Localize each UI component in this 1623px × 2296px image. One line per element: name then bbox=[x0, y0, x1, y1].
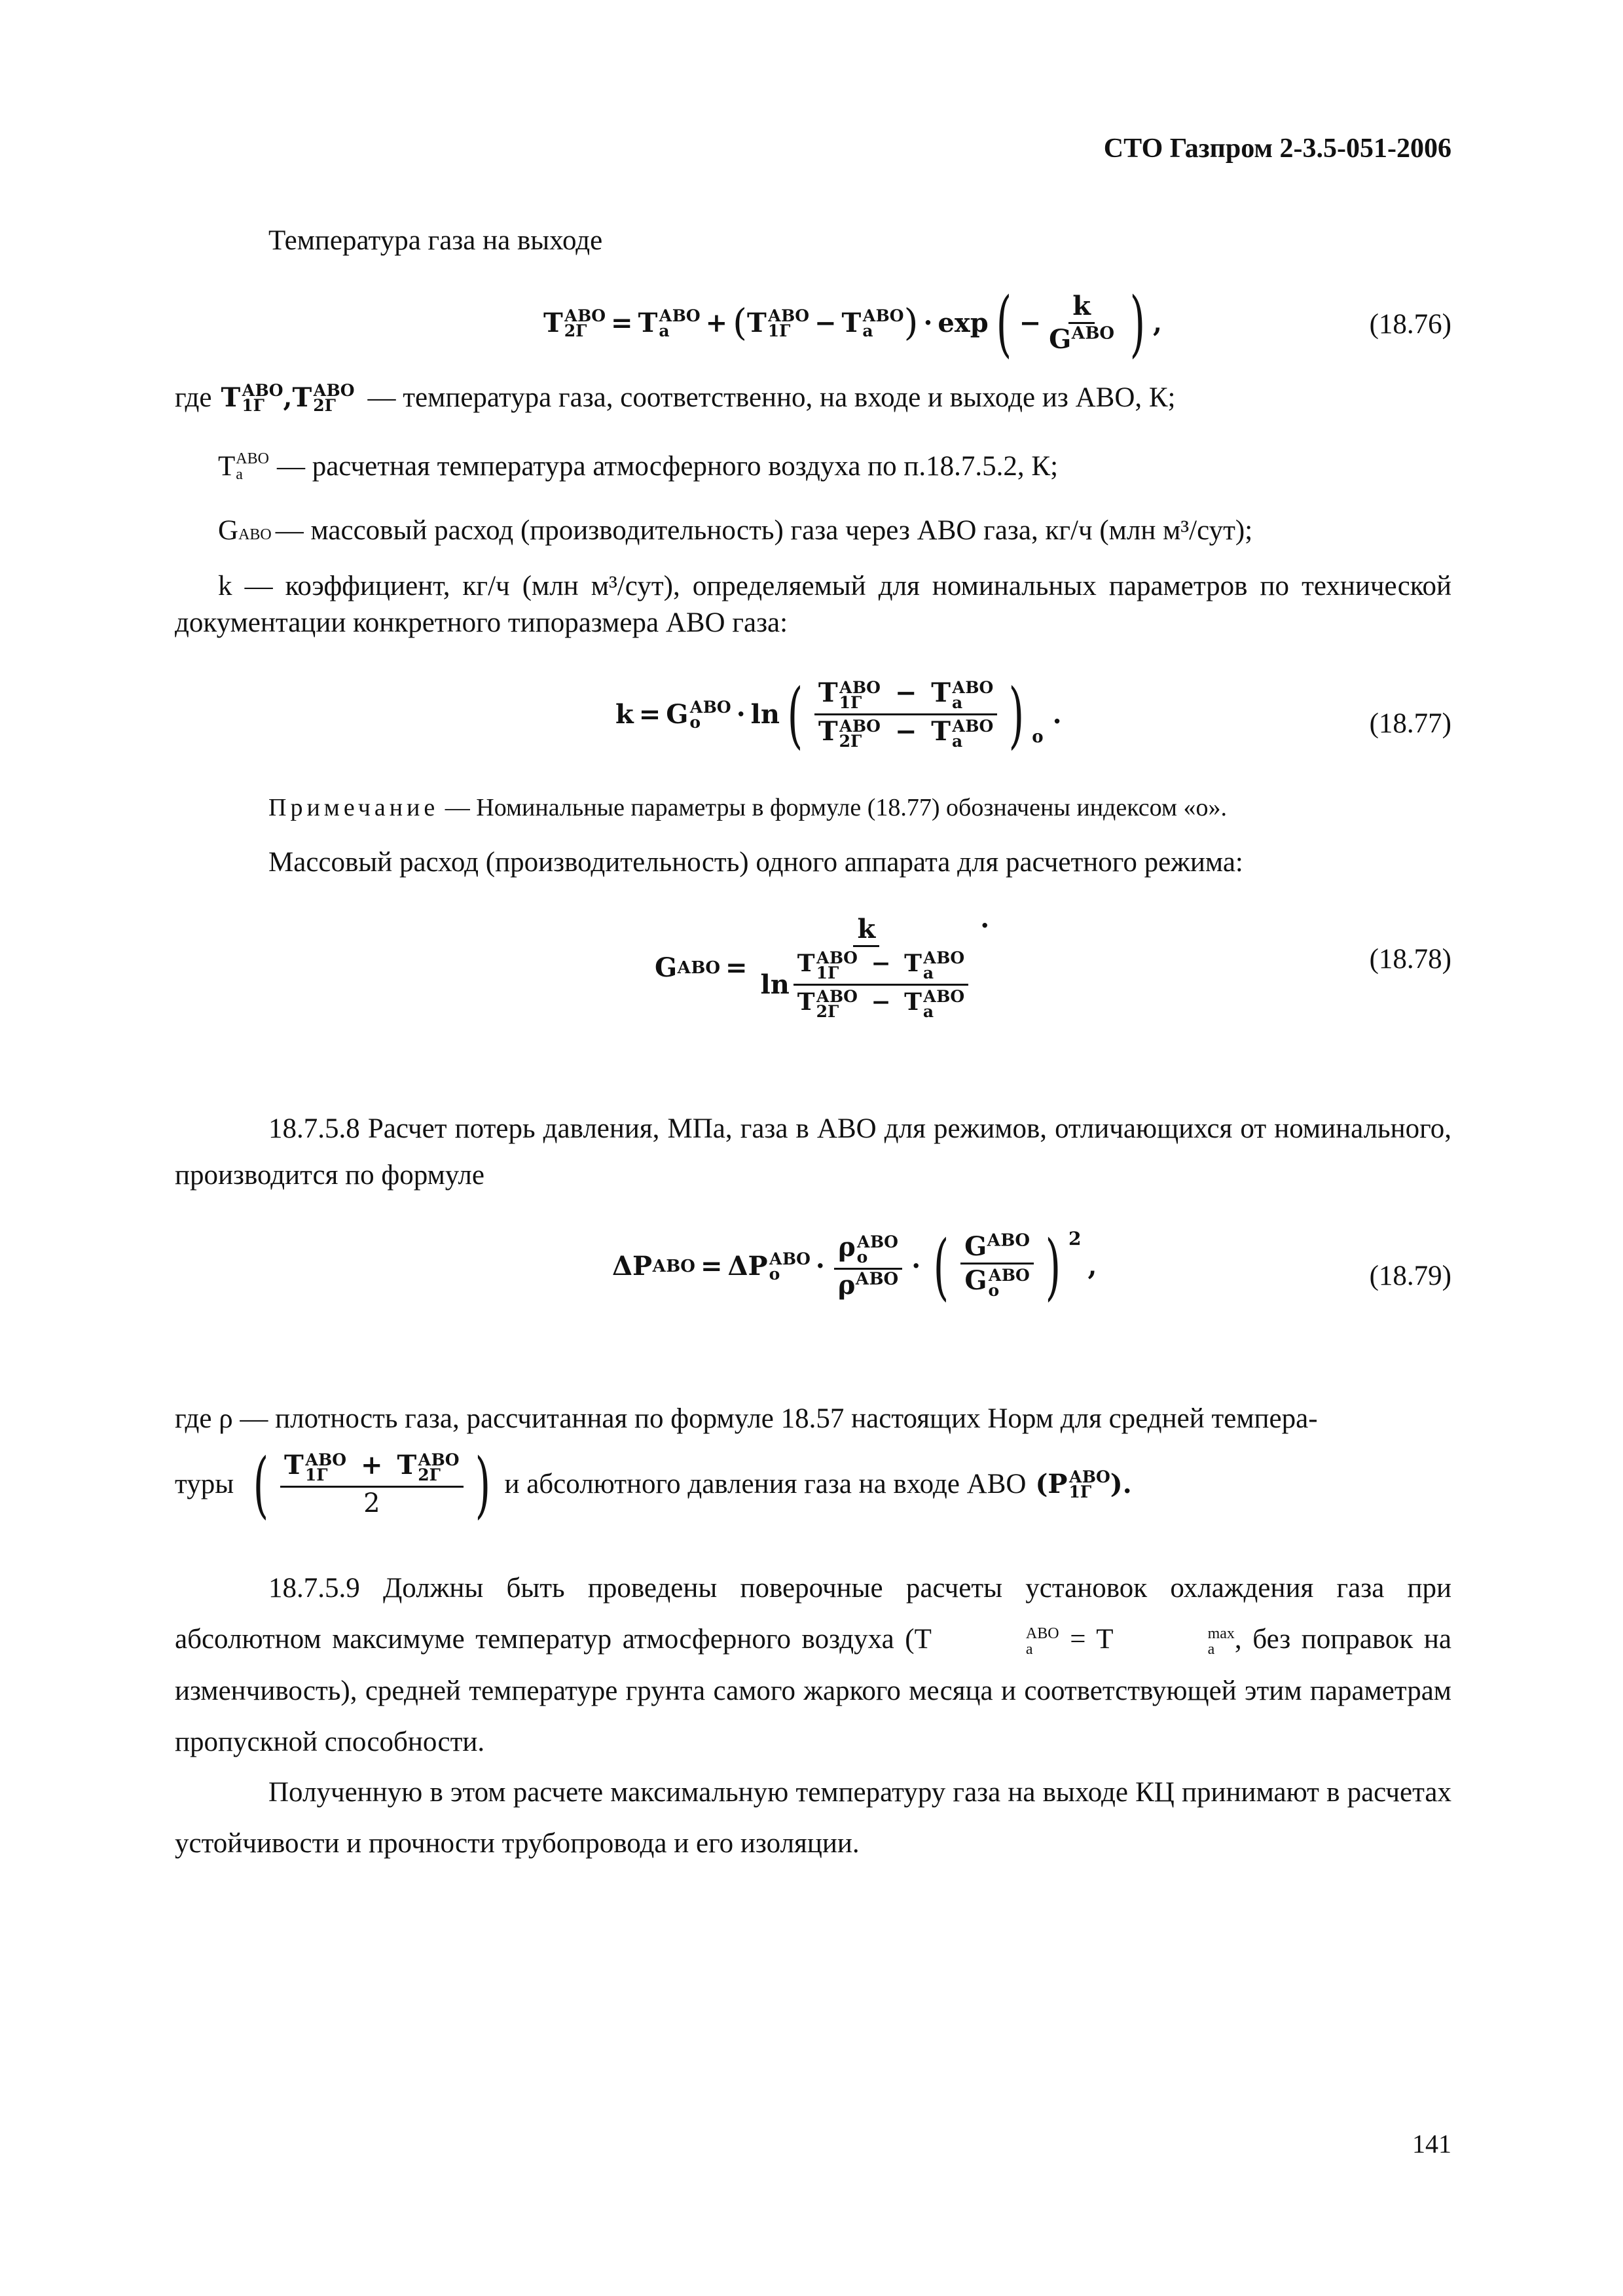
definition-k: k — коэффициент, кг/ч (млн м³/сут), определяемый для номинальных параметров по технической документации конкретного типоразмера АВО газа: bbox=[175, 571, 1451, 638]
sub-1g: 1Г bbox=[242, 395, 264, 415]
sym-g: G bbox=[964, 1265, 987, 1296]
equals-sign: = bbox=[611, 307, 633, 338]
sym-g: G bbox=[218, 515, 239, 546]
sub-o: о bbox=[689, 712, 701, 732]
sup-abo: АВО bbox=[862, 306, 904, 325]
right-paren: ) bbox=[903, 301, 919, 344]
sub-o: о bbox=[769, 1264, 780, 1283]
left-paren: ( bbox=[996, 281, 1012, 365]
dot-operator: · bbox=[736, 698, 746, 730]
sup-max: max bbox=[1207, 1625, 1235, 1643]
sym-t: T bbox=[931, 716, 951, 747]
left-paren: ( bbox=[1035, 1468, 1048, 1499]
dot-operator: · bbox=[923, 307, 933, 338]
sym-t: T bbox=[904, 988, 922, 1016]
sub-1g: 1Г bbox=[767, 321, 791, 340]
sup-abo: АВО bbox=[922, 948, 965, 967]
sub-1g: 1Г bbox=[304, 1465, 328, 1484]
sup-abo: АВО bbox=[564, 306, 606, 325]
sym-rho: ρ bbox=[838, 1232, 856, 1263]
sym-t: T bbox=[914, 1624, 932, 1655]
equals-sign: = bbox=[700, 1250, 723, 1282]
period: . bbox=[1122, 1468, 1132, 1499]
minus-sign: − bbox=[894, 716, 917, 747]
dot-operator: · bbox=[815, 1250, 825, 1282]
text-tury: туры bbox=[175, 1468, 234, 1499]
sym-t: T bbox=[931, 677, 951, 708]
note-text: — Номинальные параметры в формуле (18.77) обозначены индексом «о». bbox=[439, 794, 1227, 821]
sub-a: а bbox=[952, 732, 963, 751]
sub-a: а bbox=[1025, 1641, 1033, 1659]
sym-t: T bbox=[1096, 1624, 1114, 1655]
sup-abo: АВО bbox=[689, 697, 731, 717]
equation-number-18-78: (18.78) bbox=[1369, 944, 1451, 975]
sup-abo: АВО bbox=[988, 1266, 1030, 1285]
numerator-k: k bbox=[853, 916, 879, 947]
equation-number-18-79: (18.79) bbox=[1369, 1261, 1451, 1291]
sub-a: а bbox=[922, 1002, 934, 1021]
sup-abo: АВО bbox=[816, 948, 858, 967]
sub-a: а bbox=[952, 693, 963, 712]
sub-o: о bbox=[1032, 727, 1044, 747]
formula-18-79: ΔP АВО = ΔP АВО о · ρ АВО о $\rho^{АВО}$ · ( $G^{АВО}$ G АВО о ) 2 , bbox=[612, 1224, 1097, 1308]
sup-abo: АВО bbox=[855, 1269, 899, 1289]
sub-2g: 2Г bbox=[564, 321, 587, 340]
paragraph-final: Полученную в этом расчете максимальную температуру газа на выходе КЦ принимают в расчетах устойчивости и прочности трубопровода и его изоляции. bbox=[175, 1777, 1451, 1859]
sup-abo: АВО bbox=[769, 1249, 811, 1268]
sym-t: T bbox=[284, 1450, 304, 1480]
sub-o: о bbox=[856, 1247, 868, 1266]
sym-t: T bbox=[218, 451, 236, 482]
sym-delta-p: ΔP bbox=[727, 1250, 768, 1282]
formula-18-76 bbox=[543, 281, 1162, 365]
sub-1g: 1Г bbox=[839, 693, 862, 712]
sup-abo: АВО bbox=[839, 717, 881, 736]
sym-t: T bbox=[841, 307, 862, 338]
sym-t: T bbox=[797, 988, 815, 1016]
sub-a: а bbox=[862, 321, 873, 340]
period: . bbox=[1052, 698, 1062, 730]
denominator-2: 2 bbox=[363, 1488, 380, 1518]
sup-abo: АВО bbox=[952, 678, 994, 697]
definition-t1g-t2g bbox=[175, 380, 1176, 416]
minus-sign: − bbox=[814, 307, 837, 338]
sup-abo: АВО bbox=[1025, 1625, 1059, 1643]
text-absolute-pressure: и абсолютного давления газа на входе АВО bbox=[504, 1468, 1027, 1499]
note-label: Примечание bbox=[268, 794, 439, 821]
left-paren: ( bbox=[787, 672, 803, 757]
sym-t: T bbox=[543, 307, 563, 338]
sub-a: а bbox=[1207, 1641, 1215, 1659]
paragraph-18-7-5-8: 18.7.5.8 Расчет потерь давления, МПа, газа в АВО для режимов, отличающихся от номинального, производится по формуле bbox=[175, 1113, 1451, 1191]
sub-2g: 2Г bbox=[313, 395, 336, 415]
exponent-2: 2 bbox=[1068, 1228, 1082, 1249]
paragraph-mass-flow: Массовый расход (производительность) одного аппарата для расчетного режима: bbox=[268, 847, 1243, 878]
exp-function: exp bbox=[938, 307, 989, 338]
definition-text: — расчетная температура атмосферного воздуха по п.18.7.5.2, К; bbox=[276, 451, 1059, 482]
inline-formula-p1g bbox=[1035, 1469, 1131, 1500]
sup-abo: АВО bbox=[236, 450, 269, 467]
right-paren: ) bbox=[1110, 1468, 1123, 1499]
sym-k: k bbox=[615, 698, 634, 730]
sym-t: T bbox=[818, 677, 838, 708]
sup-abo: АВО bbox=[839, 678, 881, 697]
sym-t: T bbox=[292, 382, 312, 413]
right-paren: ) bbox=[475, 1442, 490, 1526]
plus-sign: + bbox=[361, 1450, 383, 1480]
definition-g: G АВО — массовый расход (производительность) газа через АВО газа, кг/ч (млн м³/сут); bbox=[218, 512, 1252, 549]
comma: , bbox=[1153, 307, 1162, 338]
sub-a: а bbox=[659, 321, 670, 340]
comma: , bbox=[1087, 1250, 1097, 1282]
formula-18-77 bbox=[615, 672, 1062, 757]
inline-formula-average bbox=[246, 1442, 498, 1526]
period: . bbox=[980, 903, 990, 934]
sup-abo: АВО bbox=[304, 1450, 347, 1469]
dot-operator: · bbox=[911, 1250, 921, 1282]
sub-a: а bbox=[922, 963, 934, 982]
sup-abo: АВО bbox=[816, 987, 858, 1006]
sym-t: T bbox=[904, 950, 922, 977]
plus-sign: + bbox=[705, 307, 728, 338]
fraction-rho bbox=[834, 1234, 902, 1299]
ln-function: ln bbox=[750, 698, 780, 730]
equation-number-18-77: (18.77) bbox=[1369, 708, 1451, 739]
sym-t: T bbox=[397, 1450, 417, 1480]
sub-o: о bbox=[988, 1281, 1000, 1300]
equals-sign: = bbox=[638, 698, 661, 730]
sym-rho: ρ bbox=[837, 1270, 856, 1300]
sym-t: T bbox=[638, 307, 658, 338]
fraction-g bbox=[960, 1230, 1034, 1300]
comma: , bbox=[283, 382, 293, 413]
paragraph-average-temperature bbox=[175, 1442, 1132, 1526]
inline-formula-t1g-t2g bbox=[221, 382, 354, 414]
sym-g: G bbox=[666, 698, 689, 730]
ln-function: ln bbox=[760, 969, 790, 1000]
sub-1g: 1Г bbox=[816, 963, 839, 982]
sub-2g: 2Г bbox=[816, 1002, 839, 1021]
sym-t: T bbox=[746, 307, 767, 338]
equals-sign: = bbox=[1070, 1624, 1086, 1655]
definition-text: — массовый расход (производительность) газа через АВО газа, кг/ч (млн м³/сут); bbox=[275, 515, 1253, 546]
note bbox=[268, 792, 1227, 824]
sym-p: P bbox=[1048, 1468, 1068, 1499]
sym-t: T bbox=[797, 950, 815, 977]
sup-abo: АВО bbox=[767, 306, 810, 325]
equation-number-18-76: (18.76) bbox=[1369, 309, 1451, 340]
minus-sign: − bbox=[871, 950, 891, 977]
sup-abo: АВО bbox=[952, 717, 994, 736]
paragraph-rho-definition: где ρ — плотность газа, рассчитанная по формуле 18.57 настоящих Норм для средней темпера- bbox=[175, 1403, 1318, 1434]
sym-t: T bbox=[221, 382, 241, 413]
inline-formula-ta-max bbox=[914, 1624, 1235, 1659]
sub-1g: 1Г bbox=[1068, 1482, 1092, 1501]
right-paren: ) bbox=[1008, 672, 1025, 757]
sym-delta-p: ΔP bbox=[612, 1250, 653, 1282]
sym-t: T bbox=[818, 716, 838, 747]
fraction bbox=[757, 916, 977, 1020]
sup-abo: АВО bbox=[418, 1450, 460, 1469]
sub-a: а bbox=[236, 465, 243, 483]
sup-abo: АВО bbox=[856, 1232, 898, 1251]
definition-text: — температура газа, соответственно, на входе и выходе из АВО, К; bbox=[367, 382, 1176, 413]
inner-fraction bbox=[793, 950, 968, 1020]
fraction bbox=[814, 679, 997, 749]
fraction bbox=[1045, 293, 1118, 353]
sup-abo: АВО bbox=[242, 380, 283, 400]
left-paren: ( bbox=[253, 1442, 269, 1526]
sub-2g: 2Г bbox=[418, 1465, 441, 1484]
text-part-a: 18.7.5.9 Должны быть проведены поверочные расчеты установок охлаждения газа при абсолютном максимуме температур атмосферного воздуха ( bbox=[175, 1573, 1451, 1655]
paragraph-outlet-temperature: Температура газа на выходе bbox=[268, 225, 603, 256]
text-part-b: , без поправок на изменчивость), средней температуре грунта самого жаркого месяца и соответствующей этим параметрам пропускной способности. bbox=[175, 1624, 1452, 1757]
equals-sign: = bbox=[725, 952, 748, 983]
fraction bbox=[280, 1452, 463, 1516]
left-paren: ( bbox=[933, 1224, 949, 1308]
sym-g: G bbox=[1049, 324, 1072, 355]
minus-sign: − bbox=[1019, 307, 1042, 338]
left-paren: ( bbox=[733, 301, 747, 344]
document-code-header: СТО Газпром 2-3.5-051-2006 bbox=[1103, 134, 1451, 164]
sup-abo: АВО bbox=[313, 380, 355, 400]
minus-sign: − bbox=[871, 988, 891, 1016]
sup-abo: АВО bbox=[1068, 1467, 1110, 1486]
sup-abo: АВО bbox=[987, 1230, 1030, 1251]
sym-g: G bbox=[964, 1231, 987, 1262]
sym-g: G bbox=[655, 952, 678, 983]
definition-ta bbox=[218, 448, 1058, 485]
page-number: 141 bbox=[1412, 2129, 1451, 2159]
numerator-k: k bbox=[1068, 293, 1095, 324]
paragraph-18-7-5-9 bbox=[175, 1563, 1451, 1768]
where-word: где bbox=[175, 382, 212, 413]
formula-18-78: G АВО = k ln T АВО 1Г − T АВО а T АВО 2Г − T АВО а . bbox=[655, 903, 990, 1021]
right-paren: ) bbox=[1129, 281, 1146, 365]
right-paren: ) bbox=[1045, 1224, 1061, 1308]
sup-abo: АВО bbox=[922, 987, 965, 1006]
sup-abo: АВО bbox=[1071, 323, 1115, 344]
sup-abo: АВО bbox=[659, 306, 701, 325]
sub-2g: 2Г bbox=[839, 732, 862, 751]
minus-sign: − bbox=[894, 677, 917, 708]
